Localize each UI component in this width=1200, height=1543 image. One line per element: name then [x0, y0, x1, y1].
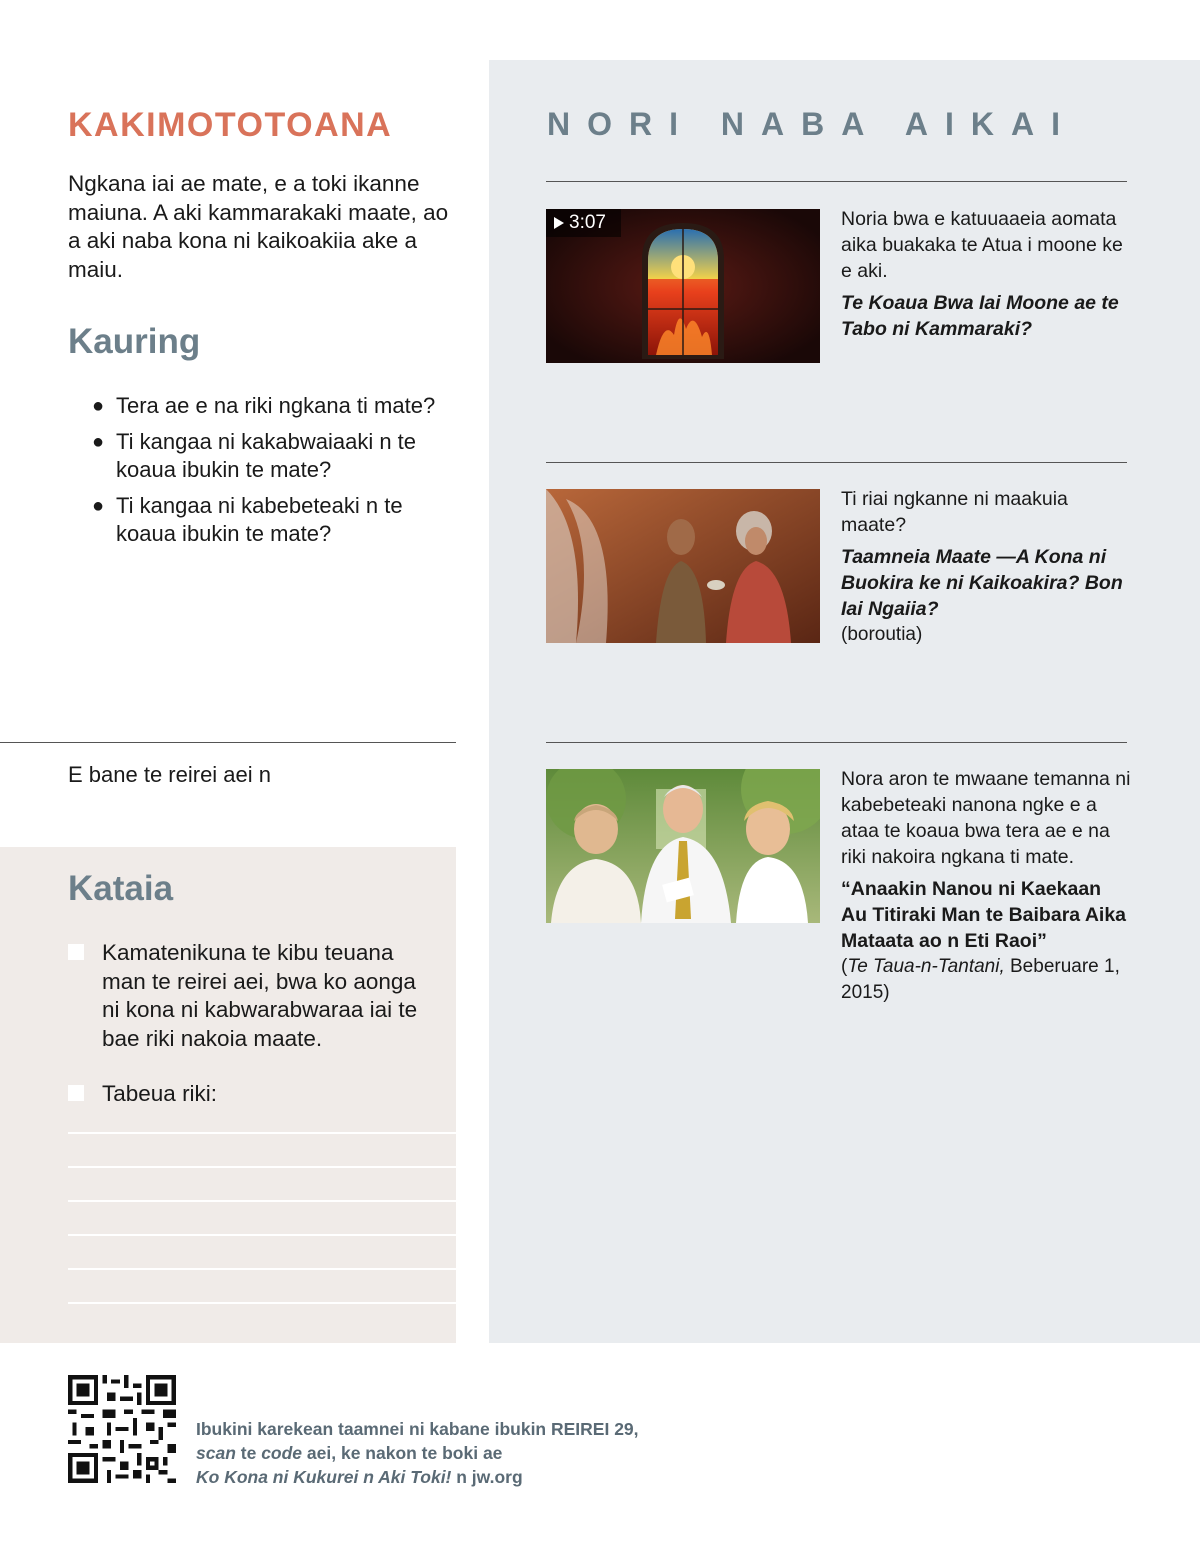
footer-scan: scan — [196, 1443, 236, 1463]
note-publication: Te Taua-n-Tantani, — [847, 956, 1005, 977]
divider — [546, 742, 1127, 743]
review-item-text: Tera ae e na riki ngkana ti mate? — [116, 393, 436, 418]
article-thumbnail[interactable] — [546, 769, 820, 923]
explore-title: NORI NABA AIKAI — [547, 106, 1077, 142]
footer-book-title[interactable]: Ko Kona ni Kukurei n Aki Toki! — [196, 1467, 452, 1487]
footer-line: Ibukini karekean taamnei ni kabane ibukin REIREI 29, — [196, 1419, 639, 1439]
video-duration-badge — [546, 209, 621, 237]
footer-fragment: aei, ke nakon te boki ae — [302, 1443, 503, 1463]
conversation-photo — [546, 769, 820, 923]
completion-line: E bane te reirei aei n — [68, 762, 272, 787]
video-thumbnail[interactable] — [546, 209, 820, 363]
qr-code-icon[interactable] — [68, 1375, 176, 1483]
summary-text: Ngkana iai ae mate, e a toki ikanne maiuna. A aki kammarakaki maate, ao a aki naba kona ni kaikoakiia ake a maiu. — [68, 171, 449, 282]
bullet-icon: ● — [92, 395, 105, 417]
review-item — [92, 492, 462, 549]
try-box — [0, 847, 456, 1343]
write-line[interactable] — [68, 1200, 456, 1202]
footer-line — [196, 1441, 716, 1465]
spirit-medium-image — [546, 489, 820, 643]
bullet-icon: ● — [92, 494, 105, 517]
item-link[interactable]: “Anaakin Nanou ni Kaekaan Au Titiraki Man te Baibara Aika Mataata ao n Eti Raoi” — [841, 878, 1127, 952]
item-link[interactable]: Taamneia Maate —A Kona ni Buokira ke ni Kaikoakira? Bon Iai Ngaiia? — [841, 546, 1123, 620]
review-item-text: Ti kangaa ni kakabwaiaaki n te koaua ibukin te mate? — [116, 428, 417, 482]
write-line[interactable] — [68, 1234, 456, 1236]
footer-text — [196, 1417, 716, 1489]
review-item — [92, 428, 462, 485]
write-line[interactable] — [68, 1132, 456, 1134]
item-note — [841, 954, 1131, 1006]
write-line[interactable] — [68, 1166, 456, 1168]
checkbox[interactable] — [68, 1085, 84, 1101]
divider — [546, 462, 1127, 463]
review-list — [92, 392, 462, 556]
item-description: Nora aron te mwaane temanna ni kabebeteaki nanona ngke e a ataa te koaua bwa tera ae e na riki nakoira ngkana ti mate. — [841, 768, 1131, 868]
checkbox[interactable] — [68, 944, 84, 960]
bullet-icon: ● — [92, 430, 105, 453]
item-note: (boroutia) — [841, 624, 923, 645]
explore-panel — [489, 60, 1200, 1343]
footer-fragment: te — [235, 1443, 262, 1463]
item-description: Ti riai ngkanne ni maakuia maate? — [841, 488, 1068, 536]
item-link[interactable]: Te Koaua Bwa Iai Moone ae te Tabo ni Kammaraki? — [841, 292, 1119, 340]
divider — [546, 181, 1127, 182]
review-item — [92, 392, 462, 421]
footer-line — [196, 1465, 716, 1489]
write-line[interactable] — [68, 1302, 456, 1304]
explore-item-text — [841, 206, 1131, 342]
video-duration: 3:07 — [569, 212, 606, 233]
try-title: Kataia — [68, 869, 174, 908]
item-description: Noria bwa e katuuaaeia aomata aika buakaka te Atua i moone ke e aki. — [841, 208, 1123, 282]
footer-site[interactable]: n jw.org — [451, 1467, 523, 1487]
explore-item-text — [841, 766, 1131, 1006]
task-text: Kamatenikuna te kibu teuana man te reirei aei, bwa ko aonga ni kona ni kabwarabwaraa iai te bae riki nakoia maate. — [102, 940, 418, 1051]
summary-title: KAKIMOTOTOANA — [68, 106, 393, 144]
write-line[interactable] — [68, 1268, 456, 1270]
review-item-text: Ti kangaa ni kabebeteaki n te koaua ibukin te mate? — [116, 492, 403, 546]
review-title: Kauring — [68, 322, 201, 361]
play-icon — [554, 217, 564, 229]
note-prefix: ( — [841, 956, 848, 977]
footer-code: code — [261, 1443, 303, 1463]
divider — [0, 742, 456, 743]
article-thumbnail[interactable] — [546, 489, 820, 643]
task-text: Tabeua riki: — [102, 1081, 218, 1106]
explore-item-text — [841, 486, 1131, 648]
note-date: Beberuare 1, 2015) — [841, 956, 1120, 1003]
